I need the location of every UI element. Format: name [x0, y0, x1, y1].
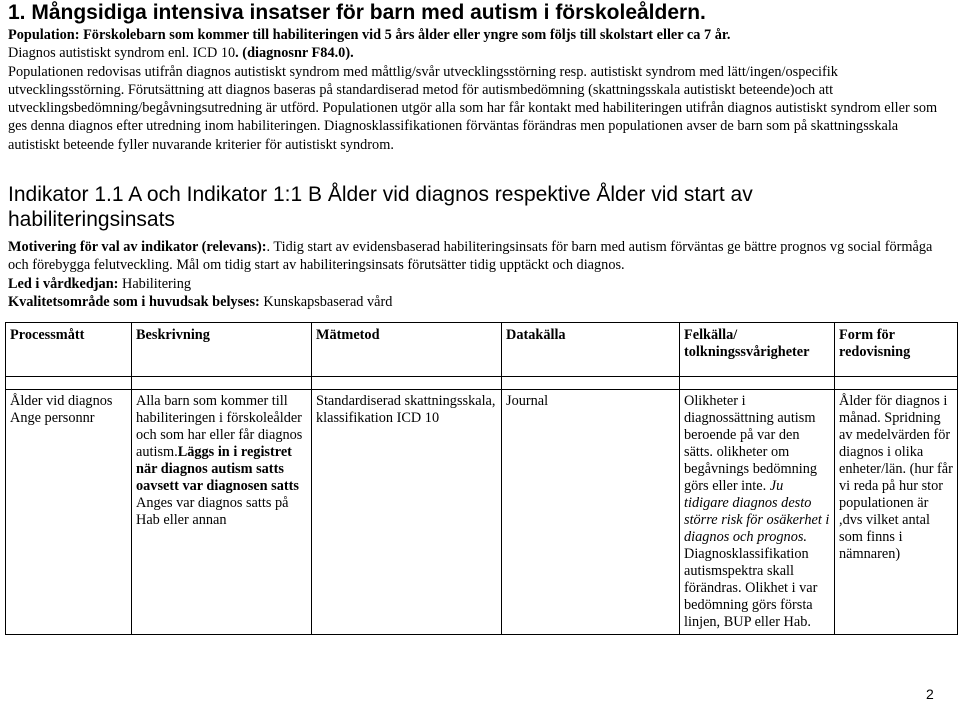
cell-method: Standardiserad skattningsskala, klassifikation ICD 10 [312, 390, 502, 635]
page-number: 2 [926, 686, 934, 702]
spacer-cell [502, 377, 680, 390]
header-errors: Felkälla/ tolkningssvårigheter [680, 323, 835, 377]
quality-paragraph [8, 293, 953, 311]
cell-report: Ålder för diagnos i månad. Spridning av medelvärden för diagnos i olika enheter/län. (hur får vi reda på hur stor populationen är ,dvs vilket antal som finns i nämnaren) [835, 390, 958, 635]
population-body: Populationen redovisas utifrån diagnos autistiskt syndrom med måttlig/svår utvecklingsstörning resp. autistiskt syndrom med lätt/ingen/ospecifik utvecklingsstörning. Förutsättning att diagnos baseras på standardiserad metod för autismbedömning (skattningsskala autistiskt beteende)och att utvecklingsbedömning/begåvningsutredning är utförd. Populationen utgör alla som har får kontakt med habiliteringen utifrån diagnos autistiskt syndrom eller som ges denna diagnos efter utredning inom habiliteringen. Diagnosklassifikationen förväntas förändras men populationen avser de barn som på skattningsskala autistiskt beteende fyller nuvarande kriterier för autistiskt syndrom. [8, 63, 938, 153]
description-text: Alla barn som kommer till habiliteringen i förskoleålder och som har eller får diagnos autism. [136, 393, 303, 460]
spacer-cell [312, 377, 502, 390]
header-method: Mätmetod [312, 323, 502, 377]
description-bold: Läggs in i registret när diagnos autism satts oavsett var diagnosen satts [136, 444, 299, 494]
errors-text: Olikheter i diagnossättning autism beroende på var den sätts. olikheter om begåvnings bedömning görs eller inte. [684, 393, 818, 494]
intro-block [8, 26, 953, 154]
care-chain-paragraph [8, 275, 953, 293]
motivation-text: . Tidig start av evidensbaserad habiliteringsinsats för barn med autism förväntas ge bättre prognos vg social förmåga och förebygga felutveckling. Mål om tidig start av habiliteringsinsats förutsätter tidig upptäckt och diagnos. [8, 239, 933, 274]
indicator-meta [8, 238, 953, 311]
cell-errors [680, 390, 835, 635]
spacer-cell [6, 377, 132, 390]
indicator-title: Indikator 1.1 A och Indikator 1:1 B Ålder vid diagnos respektive Ålder vid start av habiliteringsinsats [8, 183, 753, 231]
motivation-label: Motivering för val av indikator (relevans): [8, 239, 267, 255]
header-report: Form för redovisning [835, 323, 958, 377]
header-description: Beskrivning [132, 323, 312, 377]
care-chain-value: Habilitering [118, 275, 192, 292]
cell-process: Ålder vid diagnos Ange personnr [6, 390, 132, 635]
table-row [6, 390, 958, 635]
spacer-cell [680, 377, 835, 390]
header-process: Processmått [6, 323, 132, 377]
errors-tail: Diagnosklassifikation autismspektra skall förändras. Olikhet i var bedömning görs första linjen, BUP eller Hab. [684, 546, 818, 630]
diagnosis-code: . (diagnosnr F84.0). [235, 45, 354, 62]
cell-description [132, 390, 312, 635]
errors-italic: Ju tidigare diagnos desto större risk för osäkerhet i diagnos och prognos. [684, 478, 830, 545]
cell-source: Journal [502, 390, 680, 635]
spacer-cell [132, 377, 312, 390]
diagnosis-paragraph [8, 44, 953, 62]
header-source: Datakälla [502, 323, 680, 377]
quality-label: Kvalitetsområde som i huvudsak belyses: [8, 293, 260, 310]
quality-value: Kunskapsbaserad vård [259, 293, 393, 310]
description-tail: Anges var diagnos satts på Hab eller annan [136, 495, 289, 528]
motivation-paragraph [8, 238, 953, 275]
table-spacer-row [6, 377, 958, 390]
spacer-cell [835, 377, 958, 390]
care-chain-label: Led i vårdkedjan: [8, 275, 119, 292]
diagnosis-text: Diagnos autistiskt syndrom enl. ICD 10 [8, 45, 236, 62]
table-header-row [6, 323, 958, 377]
population-text: Förskolebarn som kommer till habiliteringen vid 5 års ålder eller yngre som följs till skolstart eller ca 7 år. [79, 27, 731, 43]
population-paragraph [8, 26, 953, 44]
section-heading: 1. Mångsidiga intensiva insatser för barn med autism i förskoleåldern. [8, 1, 706, 24]
indicator-table [5, 322, 958, 635]
population-label: Population: [8, 27, 80, 43]
